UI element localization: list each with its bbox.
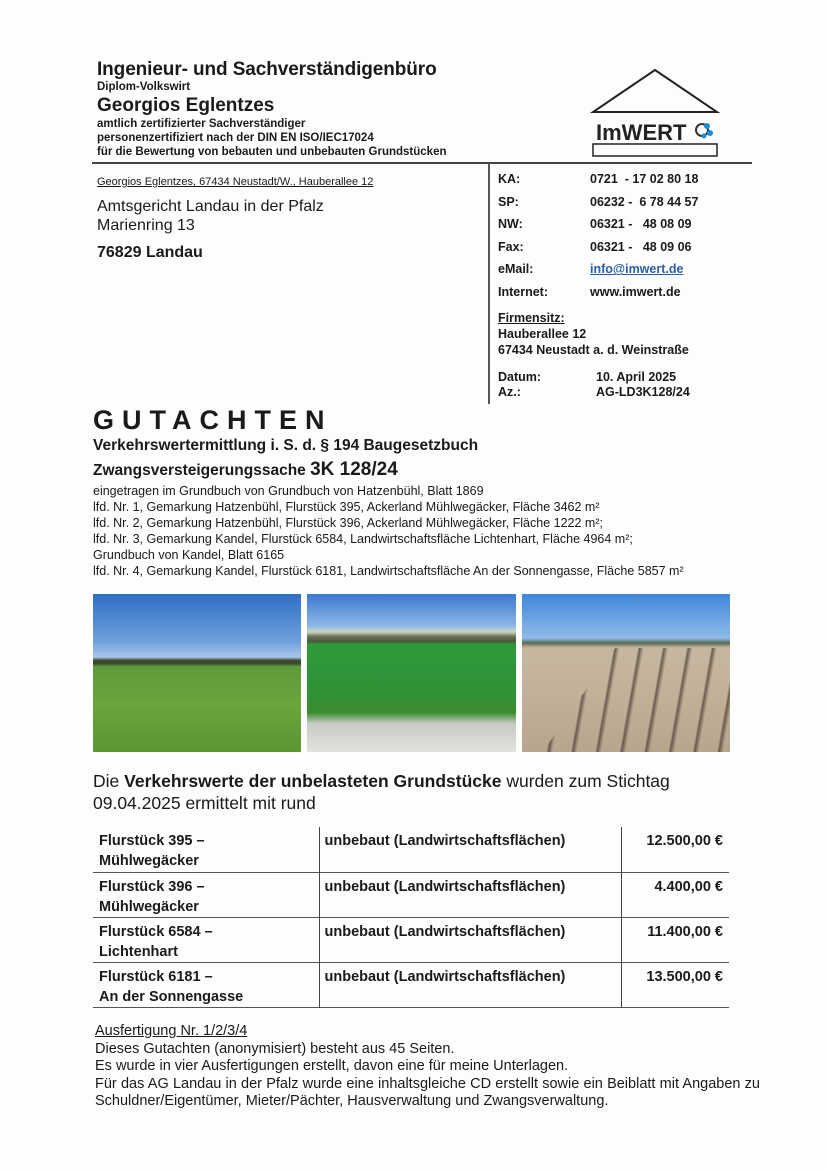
company-seat — [498, 310, 689, 358]
table-row: Flurstück 396 – Mühlwegäcker unbebaut (Landwirtschaftsflächen) 4.400,00 € — [93, 872, 729, 917]
register-line: lfd. Nr. 4, Gemarkung Kandel, Flurstück 6181, Landwirtschaftsfläche An der Sonnengasse, Fläche 5857 m² — [93, 564, 684, 578]
value-cell: 12.500,00 € — [646, 833, 723, 849]
ref-value: AG-LD3K128/24 — [596, 385, 690, 399]
puzzle-icon — [696, 123, 713, 139]
sender-line: Georgios Eglentzes, 67434 Neustadt/W., Hauberallee 12 — [97, 176, 374, 188]
contact-row-ka: KA: 0721 - 17 02 80 18 — [498, 172, 699, 187]
register-line: lfd. Nr. 1, Gemarkung Hatzenbühl, Flurstück 395, Ackerland Mühlwegäcker, Fläche 3462 m² — [93, 500, 600, 514]
contact-row-nw: NW: 06321 - 48 08 09 — [498, 217, 692, 232]
certification-line: amtlich zertifizierter Sachverständiger — [97, 118, 306, 130]
imwert-logo — [590, 68, 720, 160]
date-value: 10. April 2025 — [596, 370, 677, 384]
photo-plowed-field — [522, 594, 730, 752]
phone-ka: 0721 - 17 02 80 18 — [590, 172, 699, 187]
photo-field-forest — [307, 594, 515, 752]
document-meta — [498, 370, 690, 400]
house-roof-icon — [590, 68, 720, 160]
email-link[interactable]: info@imwert.de — [590, 262, 684, 277]
header-divider — [92, 162, 752, 164]
value-cell: 11.400,00 € — [647, 923, 723, 940]
register-line: eingetragen im Grundbuch von Grundbuch von Hatzenbühl, Blatt 1869 — [93, 484, 484, 498]
contact-row-fax: Fax: 06321 - 48 09 06 — [498, 239, 692, 254]
recipient-street: Marienring 13 — [97, 217, 195, 234]
phone-sp: 06232 - 6 78 44 57 — [590, 194, 699, 209]
contact-block — [498, 168, 698, 303]
register-line: lfd. Nr. 3, Gemarkung Kandel, Flurstück 6584, Landwirtschaftsfläche Lichtenhart, Fläche 4964 m²; — [93, 532, 633, 546]
website: www.imwert.de — [590, 284, 681, 299]
expert-name: Georgios Eglentzes — [97, 95, 275, 116]
phone-nw: 06321 - 48 08 09 — [590, 217, 692, 232]
table-row: Flurstück 6181 – An der Sonnengasse unbebaut (Landwirtschaftsflächen) 13.500,00 € — [93, 962, 729, 1007]
ref-label: Az.: — [498, 385, 521, 399]
certification-line: für die Bewertung von bebauten und unbebauten Grundstücken — [97, 146, 447, 158]
case-prefix: Zwangsversteigerungssache — [93, 462, 311, 479]
photo-green-field — [93, 594, 301, 752]
register-line: Grundbuch von Kandel, Blatt 6165 — [93, 548, 285, 562]
case-number: 3K 128/24 — [310, 459, 398, 480]
report-subtitle: Verkehrswertermittlung i. S. d. § 194 Baugesetzbuch — [93, 437, 479, 454]
value-cell: 4.400,00 € — [654, 878, 723, 895]
value-cell: 13.500,00 € — [646, 968, 723, 985]
contact-row-email: eMail: info@imwert.de — [498, 262, 684, 277]
seat-street: Hauberallee 12 — [498, 327, 587, 341]
degree: Diplom-Volkswirt — [97, 81, 191, 93]
market-values-table — [93, 827, 729, 1008]
cd-note: Für das AG Landau in der Pfalz wurde eine inhaltsgleiche CD erstellt sowie ein Beiblatt mit Angaben zu Schuldner/Eigentümer, Mieter/Pächter, Hausverwaltung und Zwangsverwaltung. — [95, 1075, 760, 1109]
statement-emphasis: Verkehrswerte der unbelasteten Grundstücke — [124, 771, 502, 791]
certification-line: personenzertifiziert nach der DIN EN ISO/IEC17024 — [97, 132, 374, 144]
firm-title: Ingenieur- und Sachverständigenbüro — [97, 59, 437, 80]
logo-text: ImWERT — [596, 120, 687, 145]
fax-number: 06321 - 48 09 06 — [590, 239, 692, 254]
table-row: Flurstück 395 – Mühlwegäcker unbebaut (Landwirtschaftsflächen) 12.500,00 € — [93, 827, 729, 872]
date-label: Datum: — [498, 370, 542, 384]
recipient-name: Amtsgericht Landau in der Pfalz — [97, 198, 324, 215]
report-title: GUTACHTEN — [93, 405, 333, 435]
page-count-note: Dieses Gutachten (anonymisiert) besteht aus 45 Seiten. — [95, 1040, 455, 1057]
seat-title: Firmensitz: — [498, 311, 565, 325]
seat-city: 67434 Neustadt a. d. Weinstraße — [498, 343, 689, 357]
register-line: lfd. Nr. 2, Gemarkung Hatzenbühl, Flurstück 396, Ackerland Mühlwegäcker, Fläche 1222 m²; — [93, 516, 603, 530]
header-vertical-divider — [488, 163, 490, 404]
property-photos — [93, 594, 730, 752]
contact-row-internet: Internet: www.imwert.de — [498, 284, 681, 299]
footer-notes — [95, 1023, 760, 1111]
value-statement: Die Verkehrswerte der unbelasteten Grundstücke wurden zum Stichtag 09.04.2025 ermittelt mit rund — [93, 771, 670, 813]
table-row: Flurstück 6584 – Lichtenhart unbebaut (Landwirtschaftsflächen) 11.400,00 € — [93, 917, 729, 962]
contact-row-sp: SP: 06232 - 6 78 44 57 — [498, 194, 699, 209]
recipient-city: 76829 Landau — [97, 244, 203, 261]
copy-number: Ausfertigung Nr. 1/2/3/4 — [95, 1023, 248, 1039]
copies-note: Es wurde in vier Ausfertigungen erstellt, davon eine für meine Unterlagen. — [95, 1058, 569, 1074]
case-line — [93, 459, 398, 481]
